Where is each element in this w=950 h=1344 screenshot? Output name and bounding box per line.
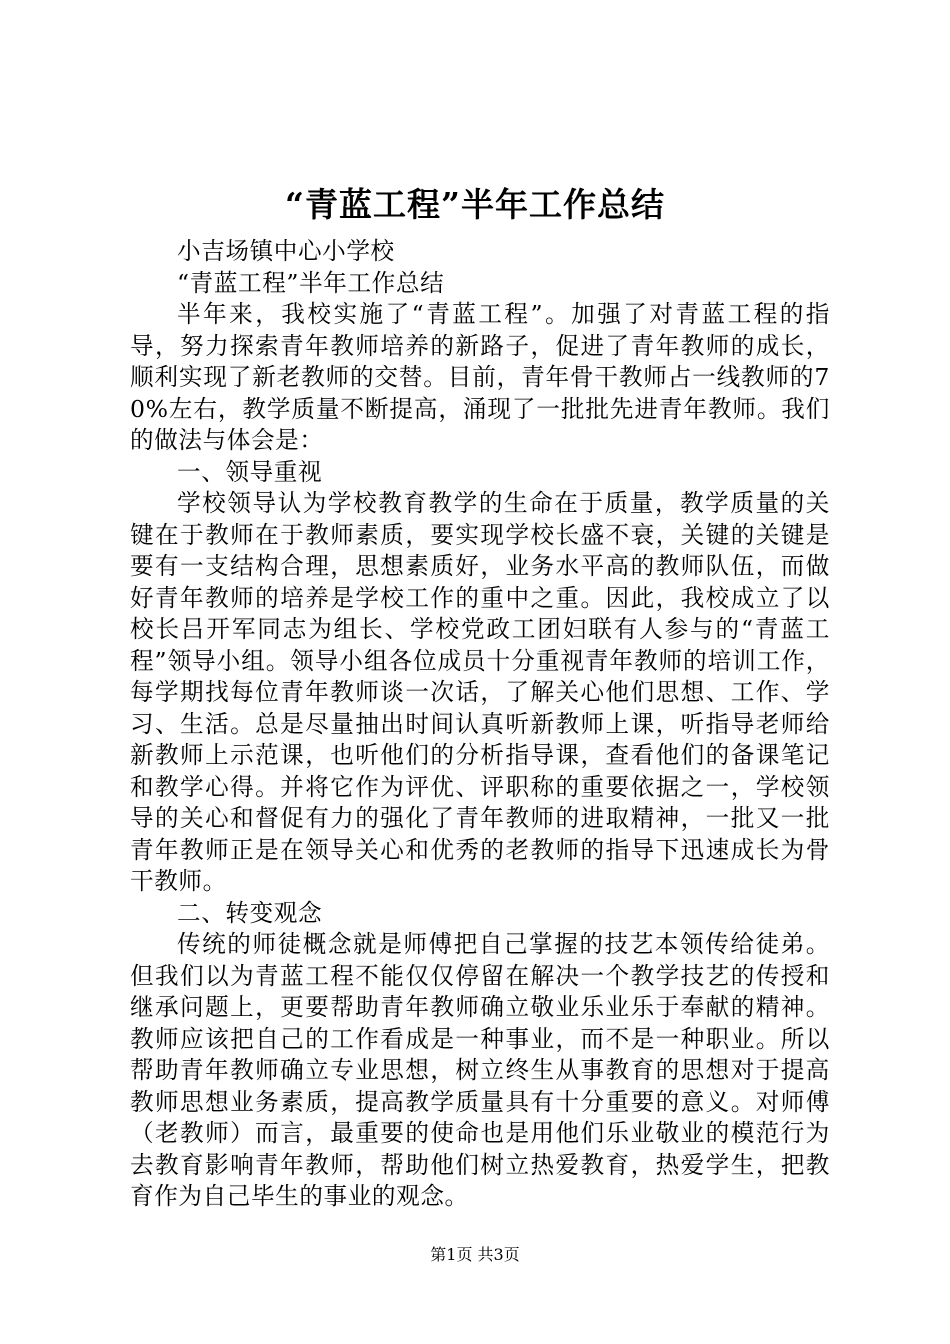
document-subtitle: “青蓝工程”半年工作总结 bbox=[177, 268, 445, 297]
school-name: 小吉场镇中心小学校 bbox=[177, 237, 395, 265]
section-heading-mindset: 二、转变观念 bbox=[177, 898, 323, 927]
document-body bbox=[130, 236, 830, 1213]
document-title: “青蓝工程”半年工作总结 bbox=[285, 185, 665, 224]
leadership-paragraph: 学校领导认为学校教育教学的生命在于质量，教学质量的关键在于教师在于教师素质，要实现学校长盛不衰，关键的关键是要有一支结构合理，思想素质好，业务水平高的教师队伍，而做好青年教师的培养是学校工作的重中之重。因此，我校成立了以校长吕开军同志为组长、学校党政工团妇联有人参与的“青蓝工程”领导小组。领导小组各位成员十分重视青年教师的培训工作，每学期找每位青年教师谈一次话，了解关心他们思想、工作、学习、生活。总是尽量抽出时间认真听新教师上课，听指导老师给新教师上示范课，也听他们的分析指导课，查看他们的备课笔记和教学心得。并将它作为评优、评职称的重要依据之一，学校领导的关心和督促有力的强化了青年教师的进取精神，一批又一批青年教师正是在领导关心和优秀的老教师的指导下迅速成长为骨干教师。 bbox=[130, 489, 830, 895]
page-indicator: 第1页 共3页 bbox=[430, 1245, 520, 1264]
intro-paragraph: 半年来，我校实施了“青蓝工程”。加强了对青蓝工程的指导，努力探索青年教师培养的新路子，促进了青年教师的成长，顺利实现了新老教师的交替。目前，青年骨干教师占一线教师的70%左右，教学质量不断提高，涌现了一批批先进青年教师。我们的做法与体会是： bbox=[130, 300, 830, 454]
mindset-paragraph: 传统的师徒概念就是师傅把自己掌握的技艺本领传给徒弟。但我们以为青蓝工程不能仅仅停留在解决一个教学技艺的传授和继承问题上，更要帮助青年教师确立敬业乐业乐于奉献的精神。教师应该把自己的工作看成是一种事业，而不是一种职业。所以帮助青年教师确立专业思想，树立终生从事教育的思想对于提高教师思想业务素质，提高教学质量具有十分重要的意义。对师傅（老教师）而言，最重要的使命也是用他们乐业敬业的模范行为去教育影响青年教师，帮助他们树立热爱教育，热爱学生，把教育作为自己毕生的事业的观念。 bbox=[130, 930, 830, 1210]
section-heading-leadership: 一、领导重视 bbox=[177, 457, 323, 486]
